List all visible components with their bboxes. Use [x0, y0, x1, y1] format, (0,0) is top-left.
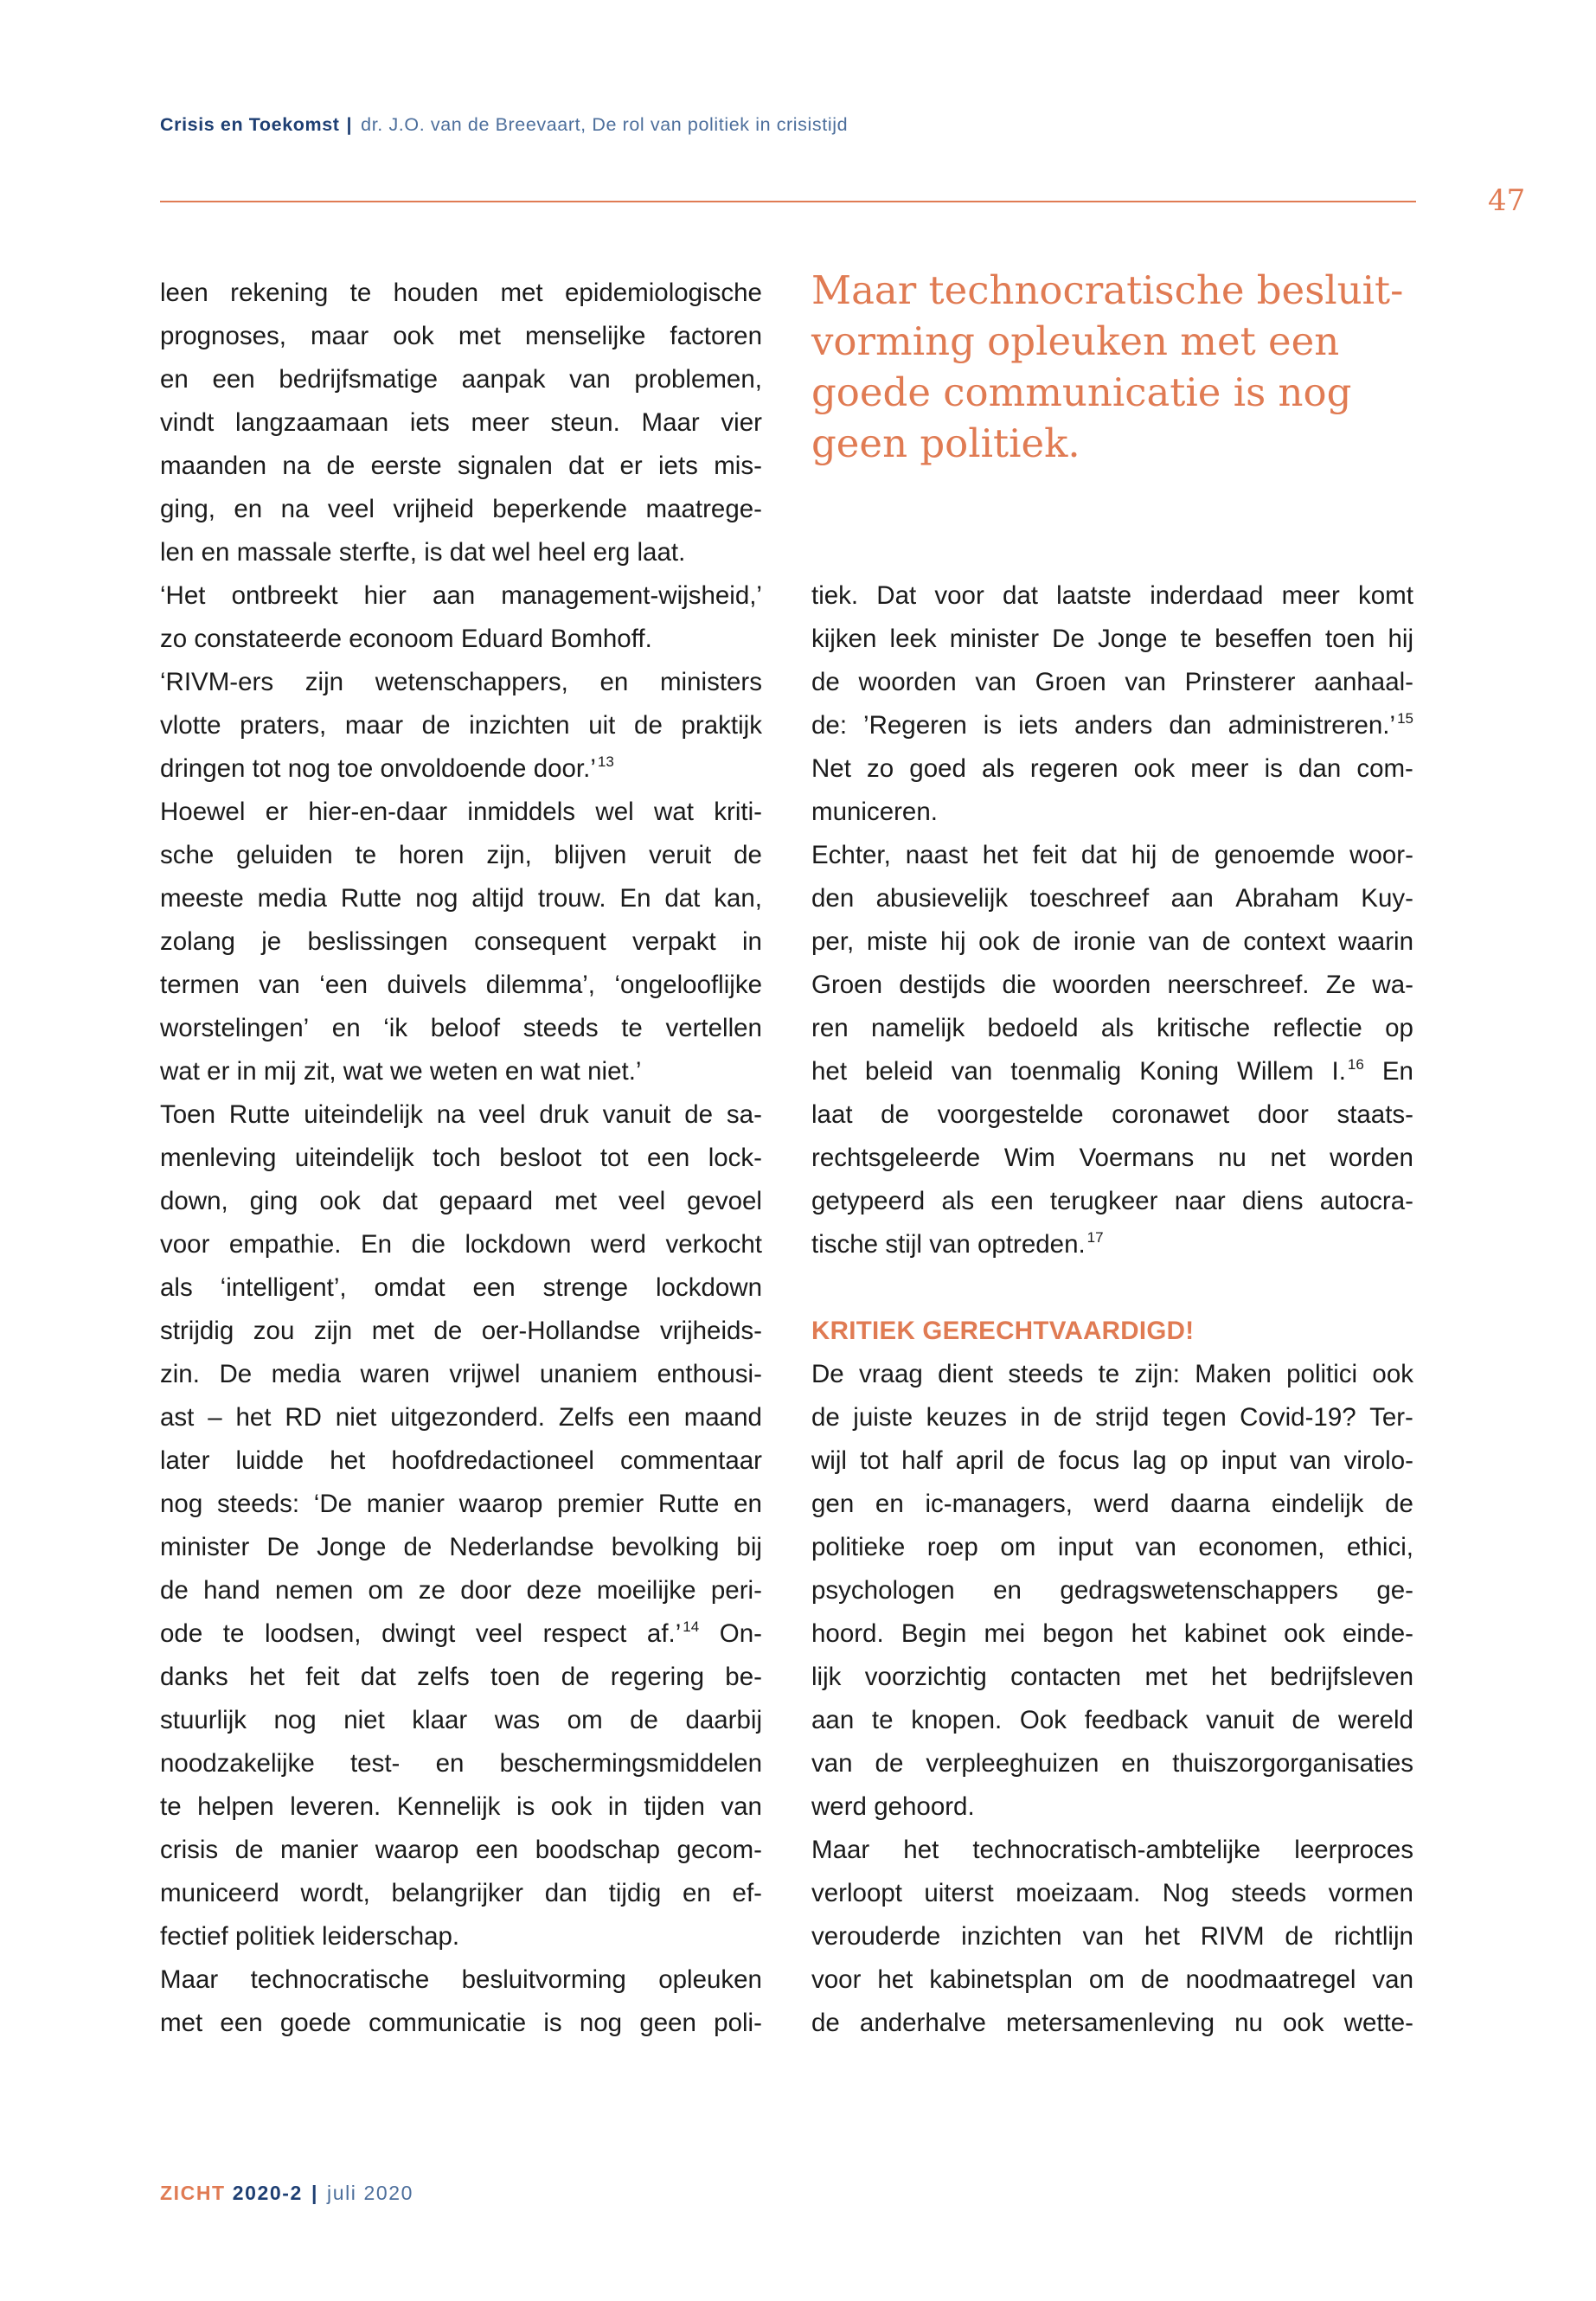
text-line: danks het feit dat zelfs toen de regering be-	[160, 1663, 762, 1691]
text-line: worstelingen’ en ‘ik beloof steeds te vertellen	[160, 1014, 762, 1042]
text-line: fectief politiek leiderschap.	[160, 1922, 460, 1951]
footnote-ref[interactable]: 17	[1086, 1229, 1104, 1246]
text-line: rechtsgeleerde Wim Voermans nu net worden	[811, 1144, 1413, 1172]
pull-quote-line: goede communicatie is nog	[811, 369, 1352, 415]
text-line: den abusievelijk toeschreef aan Abraham Kuy-	[811, 884, 1413, 913]
text-line: lijk voorzichtig contacten met het bedrijfsleven	[811, 1663, 1413, 1691]
text-line: strijdig zou zijn met de oer-Hollandse vrijheids-	[160, 1317, 762, 1345]
paragraph-gap	[811, 1266, 1413, 1310]
text-line: psychologen en gedragswetenschappers ge-	[811, 1576, 1413, 1605]
text-line: als ‘intelligent’, omdat een strenge lockdown	[160, 1273, 762, 1302]
pull-quote-line: geen politiek.	[811, 420, 1080, 466]
text-line: noodzakelijke test- en beschermingsmiddelen	[160, 1749, 762, 1778]
section-heading: KRITIEK GERECHTVAARDIGD!	[811, 1317, 1195, 1345]
text-line: Groen destijds die woorden neerschreef. Ze wa-	[811, 971, 1413, 999]
footnote-ref[interactable]: 14	[683, 1618, 700, 1635]
text-line: zo constateerde econoom Eduard Bomhoff.	[160, 625, 652, 653]
footer-separator: |	[311, 2182, 318, 2204]
text-line: het beleid van toenmalig Koning Willem I. $^{16}$ En	[811, 1056, 1413, 1086]
issue-number: 2020-2	[232, 2182, 303, 2204]
text-line: Maar technocratische besluitvorming opleuken	[160, 1965, 762, 1994]
text-line: wijl tot half april de focus lag op input van virolo-	[811, 1446, 1413, 1475]
text-line: nog steeds: ‘De manier waarop premier Rutte en	[160, 1490, 762, 1518]
text-line: prognoses, maar ook met menselijke factoren	[160, 322, 762, 350]
text-line: Toen Rutte uiteindelijk na veel druk vanuit de sa-	[160, 1100, 762, 1129]
text-line: ode te loodsen, dwingt veel respect af.’ $^{14}$ On-	[160, 1618, 762, 1648]
text-line: de anderhalve metersamenleving nu ook wette-	[811, 2009, 1413, 2037]
running-header	[160, 114, 848, 136]
text-line: de juiste keuzes in de strijd tegen Covid-19? Ter-	[811, 1403, 1413, 1432]
text-line: met een goede communicatie is nog geen poli-	[160, 2009, 762, 2037]
header-rule	[160, 201, 1416, 202]
text-line: zolang je beslissingen consequent verpakt in	[160, 927, 762, 956]
text-line: ging, en na veel vrijheid beperkende maatrege-	[160, 495, 762, 523]
text-line: vindt langzaamaan iets meer steun. Maar vier	[160, 408, 762, 437]
text-line: municeren.	[811, 798, 938, 826]
text-line: aan te knopen. Ook feedback vanuit de wereld	[811, 1706, 1413, 1734]
text-line: tiek. Dat voor dat laatste inderdaad meer komt	[811, 581, 1413, 610]
text-line: van de verpleeghuizen en thuiszorgorganisaties	[811, 1749, 1413, 1778]
text-line: voor het kabinetsplan om de noodmaatregel van	[811, 1965, 1413, 1994]
text-line: termen van ‘een duivels dilemma’, ‘ongelooflijke	[160, 971, 762, 999]
issue-date: juli 2020	[326, 2182, 414, 2204]
text-line: getypeerd als een terugkeer naar diens autocra-	[811, 1187, 1413, 1215]
text-line: hoord. Begin mei begon het kabinet ook einde-	[811, 1619, 1413, 1648]
text-line: leen rekening te houden met epidemiologische	[160, 279, 762, 307]
text-line: en een bedrijfsmatige aanpak van problemen,	[160, 365, 762, 394]
page-footer	[160, 2182, 413, 2205]
footnote-ref[interactable]: 15	[1397, 710, 1413, 727]
text-line: vlotte praters, maar de inzichten uit de praktijk	[160, 711, 762, 740]
text-line: Maar het technocratisch-ambtelijke leerproces	[811, 1836, 1413, 1864]
text-line: per, miste hij ook de ironie van de context waarin	[811, 927, 1413, 956]
pull-quote	[811, 265, 1434, 469]
text-line: ren namelijk bedoeld als kritische reflectie op	[811, 1014, 1413, 1042]
text-line: ast – het RD niet uitgezonderd. Zelfs een maand	[160, 1403, 762, 1432]
pull-quote-line: Maar technocratische besluit-	[811, 267, 1404, 313]
text-line: meeste media Rutte nog altijd trouw. En dat kan,	[160, 884, 762, 913]
text-line: minister De Jonge de Nederlandse bevolking bij	[160, 1533, 762, 1561]
text-line: politieke roep om input van economen, ethici,	[811, 1533, 1413, 1561]
footnote-ref[interactable]: 16	[1347, 1056, 1364, 1073]
text-line: laat de voorgestelde coronawet door staats-	[811, 1100, 1413, 1129]
text-line: wat er in mij zit, wat we weten en wat niet.’	[160, 1057, 642, 1086]
text-line: zin. De media waren vrijwel unaniem enthousi-	[160, 1360, 762, 1388]
text-line: de woorden van Groen van Prinsterer aanhaal-	[811, 668, 1413, 696]
left-column	[160, 272, 762, 2045]
text-line: municeerd wordt, belangrijker dan tijdig en ef-	[160, 1879, 762, 1907]
right-column	[811, 574, 1413, 2045]
magazine-name: ZICHT	[160, 2182, 226, 2204]
text-line: maanden na de eerste signalen dat er iets mis-	[160, 452, 762, 480]
text-line: len en massale sterfte, is dat wel heel erg laat.	[160, 538, 686, 567]
text-line: menleving uiteindelijk toch besloot tot een lock-	[160, 1144, 762, 1172]
text-line: kijken leek minister De Jonge te beseffen toen hij	[811, 625, 1413, 653]
text-line: De vraag dient steeds te zijn: Maken politici ook	[811, 1360, 1413, 1388]
pull-quote-line: vorming opleuken met een	[811, 318, 1340, 364]
text-line: ‘RIVM-ers zijn wetenschappers, en ministers	[160, 668, 762, 696]
header-separator: |	[346, 114, 353, 135]
footnote-ref[interactable]: 13	[597, 753, 614, 770]
text-line: down, ging ook dat gepaard met veel gevoel	[160, 1187, 762, 1215]
page-number: 47	[1488, 183, 1526, 218]
text-line: verouderde inzichten van het RIVM de richtlijn	[811, 1922, 1413, 1951]
text-line: gen en ic-managers, werd daarna eindelijk de	[811, 1490, 1413, 1518]
text-line: verloopt uiterst moeizaam. Nog steeds vormen	[811, 1879, 1413, 1907]
text-line: stuurlijk nog niet klaar was om de daarbij	[160, 1706, 762, 1734]
text-line: sche geluiden te horen zijn, blijven veruit de	[160, 841, 762, 869]
text-line: voor empathie. En die lockdown werd verkocht	[160, 1230, 762, 1259]
journal-title: Crisis en Toekomst	[160, 114, 340, 135]
text-line: Hoewel er hier-en-daar inmiddels wel wat kriti-	[160, 798, 762, 826]
text-line: later luidde het hoofdredactioneel commentaar	[160, 1446, 762, 1475]
text-line: de hand nemen om ze door deze moeilijke peri-	[160, 1576, 762, 1605]
text-line: de: ’Regeren is iets anders dan administreren.’ $^{15}$	[811, 710, 1413, 740]
text-line: ‘Het ontbreekt hier aan management-wijsheid,’	[160, 581, 762, 610]
text-line: tische stijl van optreden. $^{17}$	[811, 1229, 1104, 1259]
text-line: te helpen leveren. Kennelijk is ook in tijden van	[160, 1792, 762, 1821]
text-line: crisis de manier waarop een boodschap gecom-	[160, 1836, 762, 1864]
text-line: dringen tot nog toe onvoldoende door.’ $^{13}$	[160, 753, 614, 783]
text-line: werd gehoord.	[811, 1792, 975, 1821]
text-line: Echter, naast het feit dat hij de genoemde woor-	[811, 841, 1413, 869]
article-reference: dr. J.O. van de Breevaart, De rol van politiek in crisistijd	[361, 114, 849, 135]
text-line: Net zo goed als regeren ook meer is dan com-	[811, 754, 1413, 783]
